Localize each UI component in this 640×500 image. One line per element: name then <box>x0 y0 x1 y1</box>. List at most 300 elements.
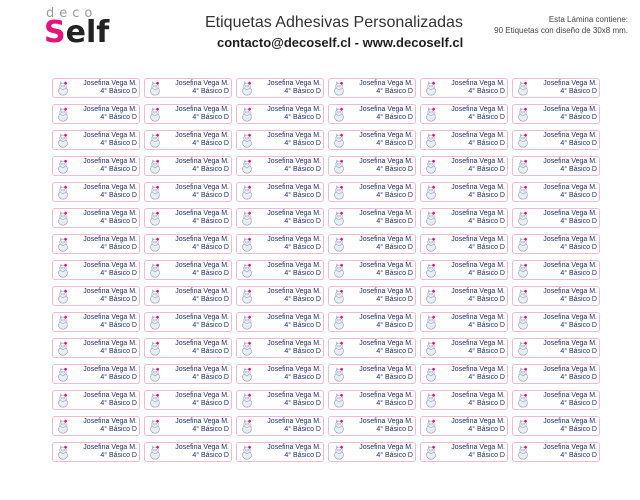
label-item <box>52 364 140 384</box>
label-grade: 4° Básico D <box>284 374 321 381</box>
label-name: Josefina Vega M. <box>175 392 229 399</box>
label-grade: 4° Básico D <box>560 88 597 95</box>
label-name: Josefina Vega M. <box>175 366 229 373</box>
cat-illustration-icon <box>516 263 530 278</box>
label-name: Josefina Vega M. <box>83 106 137 113</box>
label-name: Josefina Vega M. <box>267 80 321 87</box>
label-item <box>52 234 140 254</box>
label-item <box>236 104 324 124</box>
cat-illustration-icon <box>148 211 162 226</box>
label-item <box>144 182 232 202</box>
label-grade: 4° Básico D <box>192 452 229 459</box>
label-grade: 4° Básico D <box>192 166 229 173</box>
label-name: Josefina Vega M. <box>451 314 505 321</box>
label-grade: 4° Básico D <box>376 166 413 173</box>
label-name: Josefina Vega M. <box>175 288 229 295</box>
cat-illustration-icon <box>56 289 70 304</box>
label-item <box>328 312 416 332</box>
label-item <box>144 312 232 332</box>
cat-illustration-icon <box>56 237 70 252</box>
label-grade: 4° Básico D <box>376 140 413 147</box>
label-item <box>420 312 508 332</box>
label-grade: 4° Básico D <box>468 296 505 303</box>
label-item <box>420 78 508 98</box>
label-grade: 4° Básico D <box>376 88 413 95</box>
label-name: Josefina Vega M. <box>359 418 413 425</box>
cat-illustration-icon <box>424 367 438 382</box>
label-grade: 4° Básico D <box>284 426 321 433</box>
label-name: Josefina Vega M. <box>543 210 597 217</box>
label-item <box>512 208 600 228</box>
label-grade: 4° Básico D <box>192 192 229 199</box>
label-grade: 4° Básico D <box>284 296 321 303</box>
label-name: Josefina Vega M. <box>359 106 413 113</box>
label-grade: 4° Básico D <box>376 218 413 225</box>
label-item <box>52 286 140 306</box>
label-grade: 4° Básico D <box>468 218 505 225</box>
label-grade: 4° Básico D <box>284 244 321 251</box>
label-grade: 4° Básico D <box>192 218 229 225</box>
label-name: Josefina Vega M. <box>267 262 321 269</box>
cat-illustration-icon <box>240 289 254 304</box>
label-item <box>328 234 416 254</box>
label-name: Josefina Vega M. <box>83 340 137 347</box>
label-item <box>328 130 416 150</box>
sheet-info-line1: Esta Lámina contiene: <box>548 15 628 24</box>
label-name: Josefina Vega M. <box>543 80 597 87</box>
label-sheet <box>52 78 612 476</box>
cat-illustration-icon <box>56 211 70 226</box>
label-name: Josefina Vega M. <box>543 288 597 295</box>
cat-illustration-icon <box>148 81 162 96</box>
label-name: Josefina Vega M. <box>83 132 137 139</box>
label-name: Josefina Vega M. <box>175 236 229 243</box>
label-name: Josefina Vega M. <box>267 444 321 451</box>
label-item <box>236 442 324 462</box>
cat-illustration-icon <box>56 263 70 278</box>
label-name: Josefina Vega M. <box>359 392 413 399</box>
label-item <box>144 442 232 462</box>
cat-illustration-icon <box>516 341 530 356</box>
label-grade: 4° Básico D <box>560 270 597 277</box>
label-name: Josefina Vega M. <box>83 444 137 451</box>
logo-self-text <box>44 16 109 50</box>
cat-illustration-icon <box>240 107 254 122</box>
label-item <box>328 364 416 384</box>
cat-illustration-icon <box>516 185 530 200</box>
label-name: Josefina Vega M. <box>359 262 413 269</box>
label-grade: 4° Básico D <box>100 218 137 225</box>
label-grade: 4° Básico D <box>468 374 505 381</box>
label-name: Josefina Vega M. <box>359 366 413 373</box>
label-name: Josefina Vega M. <box>267 158 321 165</box>
cat-illustration-icon <box>56 315 70 330</box>
label-name: Josefina Vega M. <box>359 314 413 321</box>
label-grade: 4° Básico D <box>100 244 137 251</box>
label-name: Josefina Vega M. <box>175 184 229 191</box>
label-grade: 4° Básico D <box>284 88 321 95</box>
label-name: Josefina Vega M. <box>451 392 505 399</box>
label-item <box>512 390 600 410</box>
cat-illustration-icon <box>332 393 346 408</box>
cat-illustration-icon <box>332 185 346 200</box>
label-grade: 4° Básico D <box>376 296 413 303</box>
label-item <box>236 78 324 98</box>
label-name: Josefina Vega M. <box>83 184 137 191</box>
label-name: Josefina Vega M. <box>543 418 597 425</box>
label-name: Josefina Vega M. <box>451 366 505 373</box>
cat-illustration-icon <box>424 289 438 304</box>
label-name: Josefina Vega M. <box>267 106 321 113</box>
label-grade: 4° Básico D <box>284 140 321 147</box>
label-name: Josefina Vega M. <box>175 158 229 165</box>
label-item <box>236 182 324 202</box>
label-item <box>328 286 416 306</box>
label-item <box>420 338 508 358</box>
logo-deco-text: deco <box>46 6 98 21</box>
cat-illustration-icon <box>424 107 438 122</box>
cat-illustration-icon <box>148 315 162 330</box>
label-item <box>512 442 600 462</box>
label-item <box>236 234 324 254</box>
label-grade: 4° Básico D <box>468 322 505 329</box>
cat-illustration-icon <box>56 159 70 174</box>
label-name: Josefina Vega M. <box>267 418 321 425</box>
cat-illustration-icon <box>424 315 438 330</box>
label-grade: 4° Básico D <box>376 114 413 121</box>
label-grade: 4° Básico D <box>192 348 229 355</box>
cat-illustration-icon <box>516 367 530 382</box>
label-name: Josefina Vega M. <box>359 340 413 347</box>
cat-illustration-icon <box>148 263 162 278</box>
label-item <box>512 260 600 280</box>
label-grade: 4° Básico D <box>560 244 597 251</box>
label-item <box>420 234 508 254</box>
cat-illustration-icon <box>332 263 346 278</box>
label-item <box>52 182 140 202</box>
decoself-logo[interactable] <box>44 6 114 54</box>
label-grade: 4° Básico D <box>560 348 597 355</box>
label-name: Josefina Vega M. <box>267 210 321 217</box>
label-item <box>236 312 324 332</box>
label-item <box>328 78 416 98</box>
label-grade: 4° Básico D <box>284 114 321 121</box>
label-item <box>52 156 140 176</box>
sheet-info-line2: 90 Etiquetas con diseño de 30x8 mm. <box>494 26 628 35</box>
label-name: Josefina Vega M. <box>359 80 413 87</box>
label-name: Josefina Vega M. <box>83 80 137 87</box>
label-name: Josefina Vega M. <box>83 210 137 217</box>
label-item <box>52 130 140 150</box>
label-name: Josefina Vega M. <box>83 418 137 425</box>
label-grade: 4° Básico D <box>376 322 413 329</box>
label-grade: 4° Básico D <box>468 192 505 199</box>
label-name: Josefina Vega M. <box>83 158 137 165</box>
label-grade: 4° Básico D <box>376 426 413 433</box>
label-name: Josefina Vega M. <box>451 106 505 113</box>
label-grade: 4° Básico D <box>284 348 321 355</box>
label-grade: 4° Básico D <box>192 296 229 303</box>
label-item <box>328 182 416 202</box>
cat-illustration-icon <box>56 133 70 148</box>
label-item <box>144 338 232 358</box>
label-item <box>52 416 140 436</box>
label-grade: 4° Básico D <box>560 296 597 303</box>
label-name: Josefina Vega M. <box>451 288 505 295</box>
label-item <box>420 286 508 306</box>
cat-illustration-icon <box>332 211 346 226</box>
label-name: Josefina Vega M. <box>175 106 229 113</box>
label-item <box>144 208 232 228</box>
label-item <box>420 130 508 150</box>
label-item <box>512 286 600 306</box>
cat-illustration-icon <box>516 393 530 408</box>
label-grade: 4° Básico D <box>468 244 505 251</box>
label-item <box>52 338 140 358</box>
label-grade: 4° Básico D <box>560 192 597 199</box>
label-item <box>420 156 508 176</box>
label-name: Josefina Vega M. <box>175 314 229 321</box>
label-name: Josefina Vega M. <box>359 158 413 165</box>
label-name: Josefina Vega M. <box>543 236 597 243</box>
label-item <box>144 156 232 176</box>
cat-illustration-icon <box>148 445 162 460</box>
label-item <box>236 286 324 306</box>
label-grade: 4° Básico D <box>284 166 321 173</box>
label-grade: 4° Básico D <box>100 296 137 303</box>
cat-illustration-icon <box>332 315 346 330</box>
label-item <box>420 208 508 228</box>
cat-illustration-icon <box>240 419 254 434</box>
label-name: Josefina Vega M. <box>451 418 505 425</box>
cat-illustration-icon <box>148 107 162 122</box>
label-item <box>328 338 416 358</box>
cat-illustration-icon <box>516 211 530 226</box>
cat-illustration-icon <box>332 237 346 252</box>
label-grade: 4° Básico D <box>100 166 137 173</box>
cat-illustration-icon <box>332 289 346 304</box>
cat-illustration-icon <box>240 445 254 460</box>
label-grade: 4° Básico D <box>100 88 137 95</box>
cat-illustration-icon <box>424 419 438 434</box>
label-grade: 4° Básico D <box>100 452 137 459</box>
label-grade: 4° Básico D <box>468 400 505 407</box>
label-grade: 4° Básico D <box>192 426 229 433</box>
logo-self-rest: elf <box>65 15 110 50</box>
label-item <box>52 78 140 98</box>
label-item <box>512 156 600 176</box>
label-name: Josefina Vega M. <box>359 184 413 191</box>
label-item <box>328 208 416 228</box>
label-name: Josefina Vega M. <box>83 262 137 269</box>
label-grade: 4° Básico D <box>376 400 413 407</box>
cat-illustration-icon <box>56 185 70 200</box>
label-name: Josefina Vega M. <box>451 132 505 139</box>
label-name: Josefina Vega M. <box>83 236 137 243</box>
label-grade: 4° Básico D <box>100 426 137 433</box>
cat-illustration-icon <box>148 289 162 304</box>
page-title: Etiquetas Adhesivas Personalizadas <box>205 14 463 31</box>
cat-illustration-icon <box>240 393 254 408</box>
cat-illustration-icon <box>332 133 346 148</box>
label-name: Josefina Vega M. <box>451 184 505 191</box>
cat-illustration-icon <box>424 445 438 460</box>
label-name: Josefina Vega M. <box>451 80 505 87</box>
label-item <box>512 416 600 436</box>
label-name: Josefina Vega M. <box>451 210 505 217</box>
label-grade: 4° Básico D <box>100 270 137 277</box>
cat-illustration-icon <box>424 133 438 148</box>
label-grade: 4° Básico D <box>560 426 597 433</box>
label-item <box>328 442 416 462</box>
cat-illustration-icon <box>148 159 162 174</box>
label-item <box>144 104 232 124</box>
label-name: Josefina Vega M. <box>543 184 597 191</box>
label-name: Josefina Vega M. <box>83 366 137 373</box>
label-item <box>52 442 140 462</box>
label-grade: 4° Básico D <box>376 244 413 251</box>
label-grade: 4° Básico D <box>284 400 321 407</box>
label-item <box>420 442 508 462</box>
label-item <box>52 260 140 280</box>
cat-illustration-icon <box>516 419 530 434</box>
label-item <box>420 104 508 124</box>
label-item <box>328 156 416 176</box>
label-grade: 4° Básico D <box>284 192 321 199</box>
label-grade: 4° Básico D <box>100 400 137 407</box>
label-item <box>236 260 324 280</box>
label-item <box>512 312 600 332</box>
cat-illustration-icon <box>56 445 70 460</box>
label-item <box>512 364 600 384</box>
label-name: Josefina Vega M. <box>451 262 505 269</box>
label-item <box>52 390 140 410</box>
label-grade: 4° Básico D <box>192 322 229 329</box>
label-name: Josefina Vega M. <box>359 444 413 451</box>
label-item <box>512 338 600 358</box>
label-name: Josefina Vega M. <box>175 210 229 217</box>
label-grade: 4° Básico D <box>192 244 229 251</box>
label-name: Josefina Vega M. <box>267 132 321 139</box>
label-item <box>512 104 600 124</box>
cat-illustration-icon <box>240 133 254 148</box>
label-item <box>236 130 324 150</box>
label-grade: 4° Básico D <box>100 140 137 147</box>
label-grade: 4° Básico D <box>100 348 137 355</box>
cat-illustration-icon <box>240 81 254 96</box>
label-name: Josefina Vega M. <box>267 366 321 373</box>
label-name: Josefina Vega M. <box>267 184 321 191</box>
cat-illustration-icon <box>56 367 70 382</box>
label-item <box>236 208 324 228</box>
cat-illustration-icon <box>148 185 162 200</box>
label-item <box>328 390 416 410</box>
cat-illustration-icon <box>240 159 254 174</box>
cat-illustration-icon <box>424 237 438 252</box>
label-item <box>144 390 232 410</box>
label-item <box>144 260 232 280</box>
cat-illustration-icon <box>332 107 346 122</box>
cat-illustration-icon <box>332 445 346 460</box>
label-grade: 4° Básico D <box>284 322 321 329</box>
label-name: Josefina Vega M. <box>175 340 229 347</box>
label-name: Josefina Vega M. <box>543 444 597 451</box>
label-grid <box>52 78 612 462</box>
cat-illustration-icon <box>148 367 162 382</box>
label-item <box>328 260 416 280</box>
label-grade: 4° Básico D <box>100 374 137 381</box>
label-grade: 4° Básico D <box>100 114 137 121</box>
logo-self-first-letter: S <box>44 15 66 50</box>
label-grade: 4° Básico D <box>192 374 229 381</box>
label-grade: 4° Básico D <box>100 192 137 199</box>
label-grade: 4° Básico D <box>468 88 505 95</box>
cat-illustration-icon <box>56 81 70 96</box>
label-name: Josefina Vega M. <box>175 132 229 139</box>
sheet-info <box>438 14 628 36</box>
label-name: Josefina Vega M. <box>359 236 413 243</box>
cat-illustration-icon <box>56 107 70 122</box>
label-grade: 4° Básico D <box>284 218 321 225</box>
label-name: Josefina Vega M. <box>543 106 597 113</box>
cat-illustration-icon <box>240 237 254 252</box>
label-grade: 4° Básico D <box>192 140 229 147</box>
contact-line[interactable]: contacto@decoself.cl - www.decoself.cl <box>217 35 464 50</box>
label-item <box>236 416 324 436</box>
label-item <box>512 182 600 202</box>
cat-illustration-icon <box>424 159 438 174</box>
label-grade: 4° Básico D <box>468 166 505 173</box>
label-item <box>420 182 508 202</box>
label-name: Josefina Vega M. <box>543 158 597 165</box>
cat-illustration-icon <box>240 315 254 330</box>
label-grade: 4° Básico D <box>376 192 413 199</box>
cat-illustration-icon <box>240 341 254 356</box>
label-item <box>144 130 232 150</box>
label-name: Josefina Vega M. <box>451 444 505 451</box>
label-grade: 4° Básico D <box>560 218 597 225</box>
label-item <box>512 234 600 254</box>
label-item <box>420 260 508 280</box>
label-grade: 4° Básico D <box>192 88 229 95</box>
label-item <box>52 104 140 124</box>
label-item <box>52 208 140 228</box>
header <box>0 0 640 70</box>
label-name: Josefina Vega M. <box>267 392 321 399</box>
cat-illustration-icon <box>332 367 346 382</box>
label-grade: 4° Básico D <box>560 166 597 173</box>
label-name: Josefina Vega M. <box>451 158 505 165</box>
label-name: Josefina Vega M. <box>451 340 505 347</box>
cat-illustration-icon <box>56 341 70 356</box>
cat-illustration-icon <box>240 211 254 226</box>
label-name: Josefina Vega M. <box>267 236 321 243</box>
cat-illustration-icon <box>56 419 70 434</box>
cat-illustration-icon <box>424 393 438 408</box>
label-name: Josefina Vega M. <box>83 288 137 295</box>
label-item <box>420 364 508 384</box>
cat-illustration-icon <box>56 393 70 408</box>
cat-illustration-icon <box>516 81 530 96</box>
label-item <box>236 390 324 410</box>
label-grade: 4° Básico D <box>560 114 597 121</box>
label-grade: 4° Básico D <box>376 348 413 355</box>
label-grade: 4° Básico D <box>560 400 597 407</box>
cat-illustration-icon <box>516 237 530 252</box>
cat-illustration-icon <box>516 289 530 304</box>
label-item <box>236 338 324 358</box>
label-name: Josefina Vega M. <box>175 418 229 425</box>
